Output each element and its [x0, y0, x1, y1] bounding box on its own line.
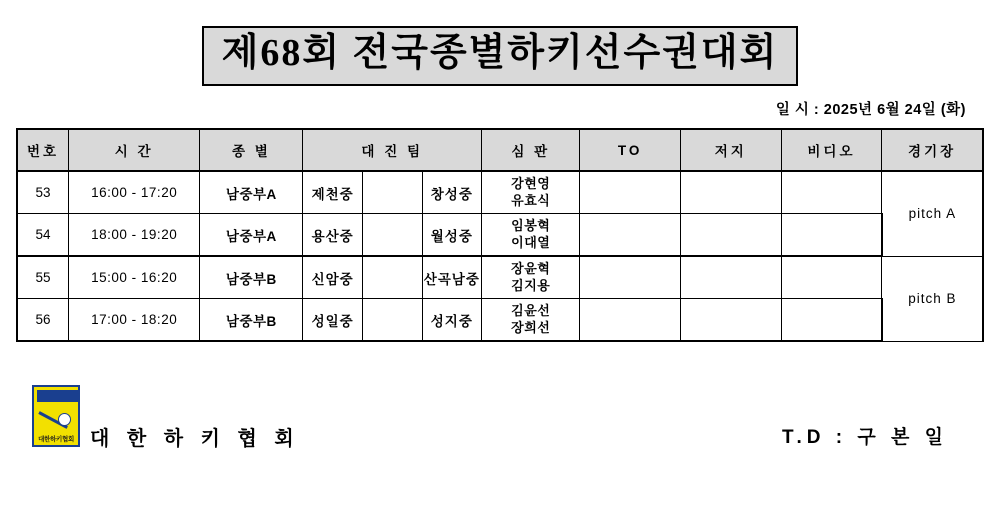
cell-no: 53 [17, 171, 68, 214]
cell-to [580, 214, 681, 257]
cell-pitch: pitch A [882, 171, 983, 256]
cell-team-a: 제천중 [303, 171, 363, 214]
cell-no: 54 [17, 214, 68, 257]
referee-name-2: 이대열 [511, 234, 551, 250]
cell-time: 17:00 - 18:20 [68, 299, 199, 342]
cell-stop [680, 171, 781, 214]
referee-name-2: 장희선 [511, 319, 551, 335]
table-row [17, 214, 983, 257]
cell-pitch: pitch B [882, 256, 983, 341]
schedule-table [16, 128, 984, 342]
association-name: 대 한 하 키 협 회 [90, 428, 300, 450]
cell-time: 15:00 - 16:20 [68, 256, 199, 299]
table-body [17, 171, 983, 341]
table-row [17, 171, 983, 214]
column-header-referee: 심 판 [482, 129, 580, 171]
table-row [17, 256, 983, 299]
referee-stack [482, 176, 579, 209]
referee-name-1: 장윤혁 [511, 261, 551, 277]
column-header-stop: 저지 [680, 129, 781, 171]
cell-division: 남중부B [200, 256, 303, 299]
cell-no: 56 [17, 299, 68, 342]
referee-stack [482, 218, 579, 251]
cell-to [580, 299, 681, 342]
cell-time: 16:00 - 17:20 [68, 171, 199, 214]
cell-team-a: 용산중 [303, 214, 363, 257]
hockey-ball-icon [58, 413, 71, 426]
logo-caption: 대한하키협회 [38, 436, 74, 443]
page-title: 제68회 전국종별하키선수권대회 [202, 26, 799, 86]
cell-division: 남중부A [200, 171, 303, 214]
referee-stack [482, 303, 579, 336]
cell-referee [482, 171, 580, 214]
cell-referee [482, 299, 580, 342]
cell-video [781, 171, 882, 214]
referee-name-1: 임봉혁 [511, 218, 551, 234]
cell-team-a: 성일중 [303, 299, 363, 342]
cell-stop [680, 256, 781, 299]
cell-team-a: 신암중 [303, 256, 363, 299]
cell-video [781, 256, 882, 299]
logo-band [37, 390, 79, 402]
column-header-no: 번호 [17, 129, 68, 171]
cell-video [781, 214, 882, 257]
hockey-association-logo [32, 385, 80, 447]
table-header-row [17, 129, 983, 171]
page-title-container [0, 26, 1000, 86]
cell-team-b: 산곡남중 [422, 256, 482, 299]
referee-stack [482, 261, 579, 294]
table-header [17, 129, 983, 171]
cell-division: 남중부A [200, 214, 303, 257]
column-header-video: 비디오 [781, 129, 882, 171]
cell-stop [680, 214, 781, 257]
cell-team-b: 창성중 [422, 171, 482, 214]
column-header-division: 종 별 [200, 129, 303, 171]
cell-versus [362, 171, 422, 214]
cell-no: 55 [17, 256, 68, 299]
column-header-to: TO [580, 129, 681, 171]
referee-name-1: 강현영 [511, 176, 551, 192]
column-header-pitch: 경기장 [882, 129, 983, 171]
cell-versus [362, 256, 422, 299]
cell-division: 남중부B [200, 299, 303, 342]
cell-video [781, 299, 882, 342]
referee-name-2: 유효식 [511, 192, 551, 208]
cell-referee [482, 256, 580, 299]
cell-stop [680, 299, 781, 342]
cell-time: 18:00 - 19:20 [68, 214, 199, 257]
cell-team-b: 월성중 [422, 214, 482, 257]
cell-referee [482, 214, 580, 257]
column-header-match: 대 진 팀 [303, 129, 482, 171]
cell-team-b: 성지중 [422, 299, 482, 342]
cell-versus [362, 299, 422, 342]
cell-to [580, 171, 681, 214]
cell-to [580, 256, 681, 299]
column-header-time: 시 간 [68, 129, 199, 171]
cell-versus [362, 214, 422, 257]
referee-name-1: 김윤선 [511, 303, 551, 319]
referee-name-2: 김지용 [511, 277, 551, 293]
logo-frame [32, 385, 80, 447]
event-date: 일 시 : 2025년 6월 24일 (화) [775, 102, 966, 118]
technical-director: T.D : 구 본 일 [781, 427, 948, 448]
table-row [17, 299, 983, 342]
